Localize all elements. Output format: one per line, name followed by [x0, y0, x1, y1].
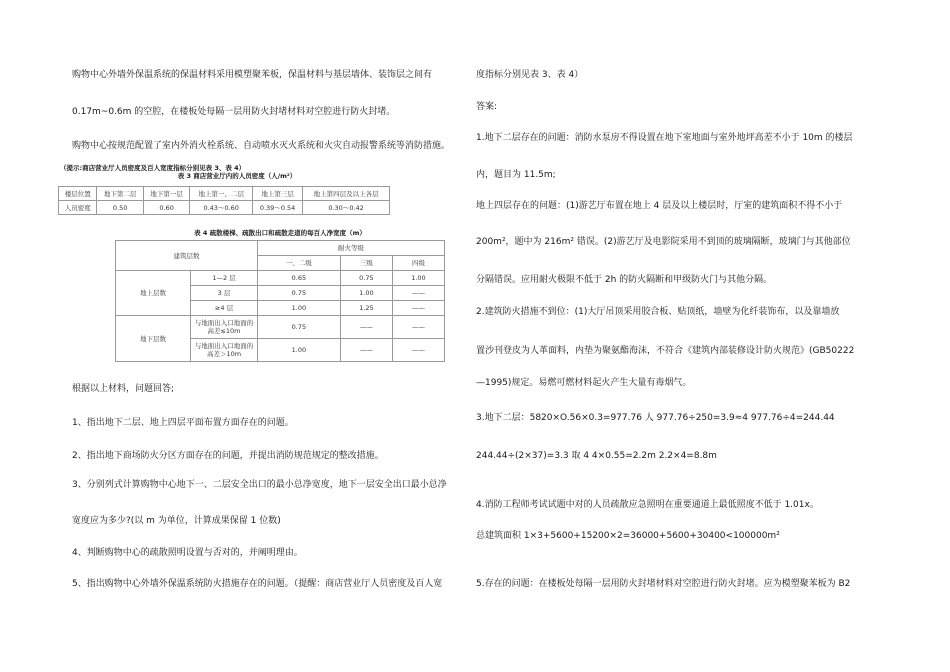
table-cell: 人员密度 [59, 201, 97, 215]
table-cell: —— [392, 301, 444, 316]
answer-line: 内，题目为 11.5m; [476, 170, 556, 180]
table-cell: 0.50 [97, 201, 143, 215]
table-cell: —— [392, 316, 444, 339]
table-cell: 0.39～0.54 [253, 201, 303, 215]
answer-line: 2.建筑防火措施不到位：(1)大厅吊顶采用胶合板、贴顶纸，墙壁为化纤装饰布，以及靠墙放 [476, 307, 840, 317]
table-cell: —— [392, 286, 444, 301]
table-cell: 地上第四层及以上各层 [303, 187, 390, 201]
table-cell: 四级 [392, 256, 444, 271]
table-cell: 三级 [340, 256, 392, 271]
question-line: 1、指出地下二层、地上四层平面布置方面存在的问题。 [72, 418, 294, 428]
question-line: 5、指出购物中心外墙外保温系统防火措施存在的问题。（提醒：商店营业厅人员密度及百人宽 [72, 579, 443, 589]
question-line: 2、指出地下商场防火分区方面存在的问题，并提出消防规范规定的整改措施。 [72, 451, 384, 461]
table-cell: 0.75 [258, 286, 341, 301]
answer-line: 地上四层存在的问题：(1)游艺厅布置在地上 4 层及以上楼层时，厅室的建筑面积不得不小于 [476, 201, 843, 211]
table-cell: 建筑层数 [116, 241, 258, 271]
table-hint: （提示:商店营业厅人员密度及百人宽度指标分别见表 3、表 4） [60, 164, 246, 172]
table-cell: 与地面出入口地面的高差＞10m [191, 339, 258, 362]
table-4 [115, 240, 445, 362]
table-cell: 1—2 层 [191, 271, 258, 286]
table-cell: 楼层位置 [59, 187, 97, 201]
table4-title: 表 4 疏散楼梯、疏散出口和疏散走道的每百人净宽度（m） [194, 229, 366, 237]
table-cell: 0.30～0.42 [303, 201, 390, 215]
paragraph-line: 购物中心按规范配置了室内外消火栓系统、自动喷水灭火系统和火灾自动报警系统等消防措施。 [72, 141, 451, 151]
answer-line: 3.地下二层：5820×O.56×0.3=977.76 人 977.76÷250=3.9≈4 977.76÷4=244.44 [476, 413, 835, 423]
table-cell: 1.00 [340, 286, 392, 301]
answer-line: 4.消防工程师考试试题中对的人员疏散应急照明在重要通道上最低照度不低于 1.01x。 [476, 500, 819, 510]
table-cell: 3 层 [191, 286, 258, 301]
table-cell: 0.75 [258, 316, 341, 339]
table-cell: 1.00 [258, 301, 341, 316]
table-cell: —— [340, 339, 392, 362]
table-cell: 1.25 [340, 301, 392, 316]
answer-line: 5.存在的问题：在楼板处每隔一层用防火封堵材料对空腔进行防火封堵。应为模塑聚苯板为 B2 [476, 579, 851, 589]
answer-line: 200m²，题中为 216m² 错误。(2)游艺厅及电影院采用不到顶的玻璃隔断，玻璃门与其他部位 [476, 237, 851, 247]
table-cell: 地上第三层 [253, 187, 303, 201]
table-cell: 0.65 [258, 271, 341, 286]
table-cell: —— [340, 316, 392, 339]
question-line: 3、分别列式计算购物中心地下一、二层安全出口的最小总净宽度，地下一层安全出口最小总净 [72, 480, 447, 490]
paragraph-line: 0.17m~0.6m 的空腔，在楼板处每隔一层用防火封堵材料对空腔进行防火封堵。 [72, 107, 396, 117]
table-cell: 1.00 [392, 271, 444, 286]
table3-title: 表 3 商店营业厅内的人员密度（人/m²） [177, 172, 297, 180]
answer-line: 244.44÷(2×37)=3.3 取 4 4×0.55=2.2m 2.2×4=8.8m [476, 451, 717, 461]
answer-line: 总建筑面积 1×3+5600+15200×2=36000+5600+30400<100000m² [476, 531, 780, 541]
answer-line: 置沙刊登皮为人革面料，内垫为聚氨酯海沫，不符合《建筑内部装修设计防火规范》(GB50222 [476, 346, 855, 356]
table-cell: 耐火等级 [258, 241, 445, 256]
table-cell: 0.60 [143, 201, 189, 215]
question-line: 宽度应为多少?(以 m 为单位，计算成果保留 1 位数) [72, 516, 281, 526]
table-cell: 地上第一、二层 [190, 187, 253, 201]
table-3 [58, 186, 390, 215]
table-cell: ≥4 层 [191, 301, 258, 316]
answer-line: 度指标分别见表 3、表 4） [476, 70, 584, 80]
table-cell: 地下第二层 [97, 187, 143, 201]
table-cell: 地下层数 [116, 316, 191, 362]
answer-line: 分隔错误。应用耐火极限不低于 2h 的防火隔断和甲级防火门与其他分隔。 [476, 275, 773, 285]
table-cell: 1.00 [258, 339, 341, 362]
table-cell: 一、二级 [258, 256, 341, 271]
table-cell: —— [392, 339, 444, 362]
table-cell: 0.43～0.60 [190, 201, 253, 215]
paragraph-line: 购物中心外墙外保温系统的保温材料采用模塑聚苯板，保温材料与基层墙体、装饰层之间有 [72, 70, 433, 80]
answer-line: 答案: [476, 102, 498, 112]
table-cell: 地上层数 [116, 271, 191, 316]
answer-line: —1995)规定。易燃可燃材料起火产生大量有毒烟气。 [476, 378, 692, 388]
table-cell: 0.75 [340, 271, 392, 286]
question-line: 根据以上材料，问题回答; [72, 384, 175, 394]
answer-line: 1.地下二层存在的问题：消防水泵房不得设置在地下室地面与室外地坪高差不小于 10m 的楼层 [476, 133, 853, 143]
question-line: 4、判断购物中心的疏散照明设置与否对的，并阐明理由。 [72, 548, 303, 558]
table-cell: 地下第一层 [143, 187, 189, 201]
table-cell: 与地面出入口地面的高差≤10m [191, 316, 258, 339]
